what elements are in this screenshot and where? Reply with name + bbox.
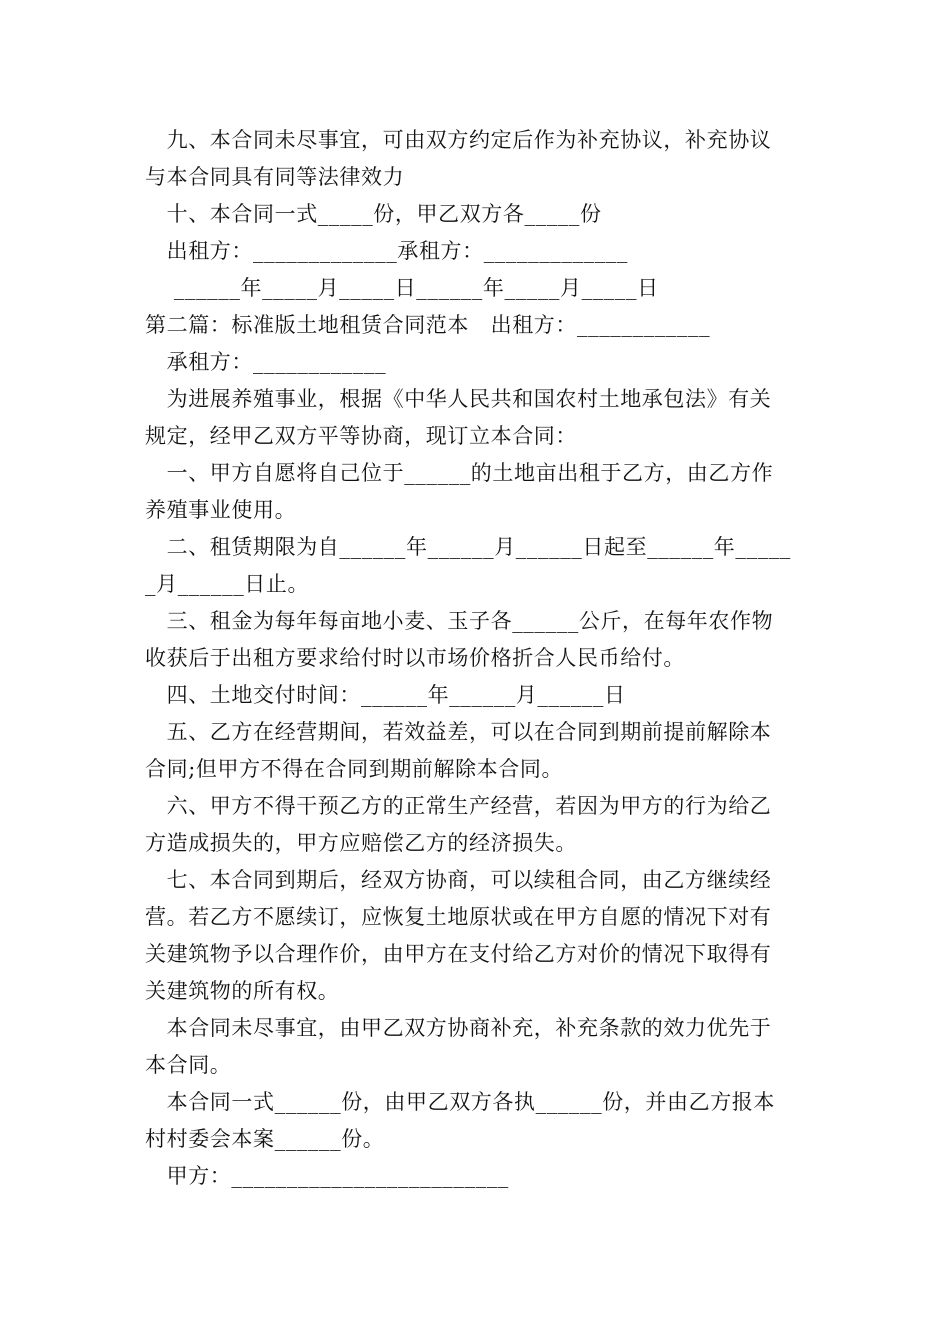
- text-line: 收获后于出租方要求给付时以市场价格折合人民币给付。: [145, 646, 685, 670]
- text-line: 三、租金为每年每亩地小麦、玉子各______公斤，在每年农作物: [145, 609, 774, 633]
- text-line: 五、乙方在经营期间，若效益差，可以在合同到期前提前解除本: [145, 720, 772, 744]
- text-line: 六、甲方不得干预乙方的正常生产经营，若因为甲方的行为给乙: [145, 794, 772, 818]
- text-line: 养殖事业使用。: [145, 498, 297, 522]
- text-line: 承租方：____________: [145, 350, 387, 374]
- text-line: 十、本合同一式_____份，甲乙双方各_____份: [145, 202, 602, 226]
- text-line: 营。若乙方不愿续订，应恢复土地原状或在甲方自愿的情况下对有: [145, 905, 772, 929]
- text-line: 与本合同具有同等法律效力: [145, 165, 405, 189]
- text-line: 七、本合同到期后，经双方协商，可以续租合同，由乙方继续经: [145, 868, 772, 892]
- text-line: 出租方：_____________承租方：_____________: [145, 239, 628, 263]
- text-line: 关建筑物予以合理作价，由甲方在支付给乙方对价的情况下取得有: [145, 942, 772, 966]
- text-line: 九、本合同未尽事宜，可由双方约定后作为补充协议，补充协议: [145, 128, 772, 152]
- text-line: 本合同未尽事宜，由甲乙双方协商补充，补充条款的效力优先于: [145, 1016, 772, 1040]
- text-line: 四、土地交付时间：______年______月______日: [145, 683, 626, 707]
- text-line: 本合同一式______份，由甲乙双方各执______份，并由乙方报本: [145, 1090, 775, 1114]
- text-line: 为进展养殖事业，根据《中华人民共和国农村土地承包法》有关: [145, 387, 772, 411]
- text-line: 一、甲方自愿将自己位于______的土地亩出租于乙方，由乙方作: [145, 461, 774, 485]
- text-line: 本合同。: [145, 1053, 232, 1077]
- document-page: [145, 122, 810, 1195]
- text-line: ______年_____月_____日______年_____月_____日: [145, 276, 659, 300]
- text-line: 方造成损失的，甲方应赔偿乙方的经济损失。: [145, 831, 577, 855]
- text-line: 规定，经甲乙双方平等协商，现订立本合同：: [145, 424, 577, 448]
- text-line: 村村委会本案______份。: [145, 1127, 385, 1151]
- text-line: 合同;但甲方不得在合同到期前解除本合同。: [145, 757, 564, 781]
- text-line: 二、租赁期限为自______年______月______日起至______年_____: [145, 535, 791, 559]
- text-line: 关建筑物的所有权。: [145, 979, 340, 1003]
- text-line: 甲方：_________________________: [145, 1164, 509, 1188]
- text-line: 第二篇：标准版土地租赁合同范本 出租方：____________: [145, 313, 711, 337]
- text-line: _月______日止。: [145, 572, 310, 596]
